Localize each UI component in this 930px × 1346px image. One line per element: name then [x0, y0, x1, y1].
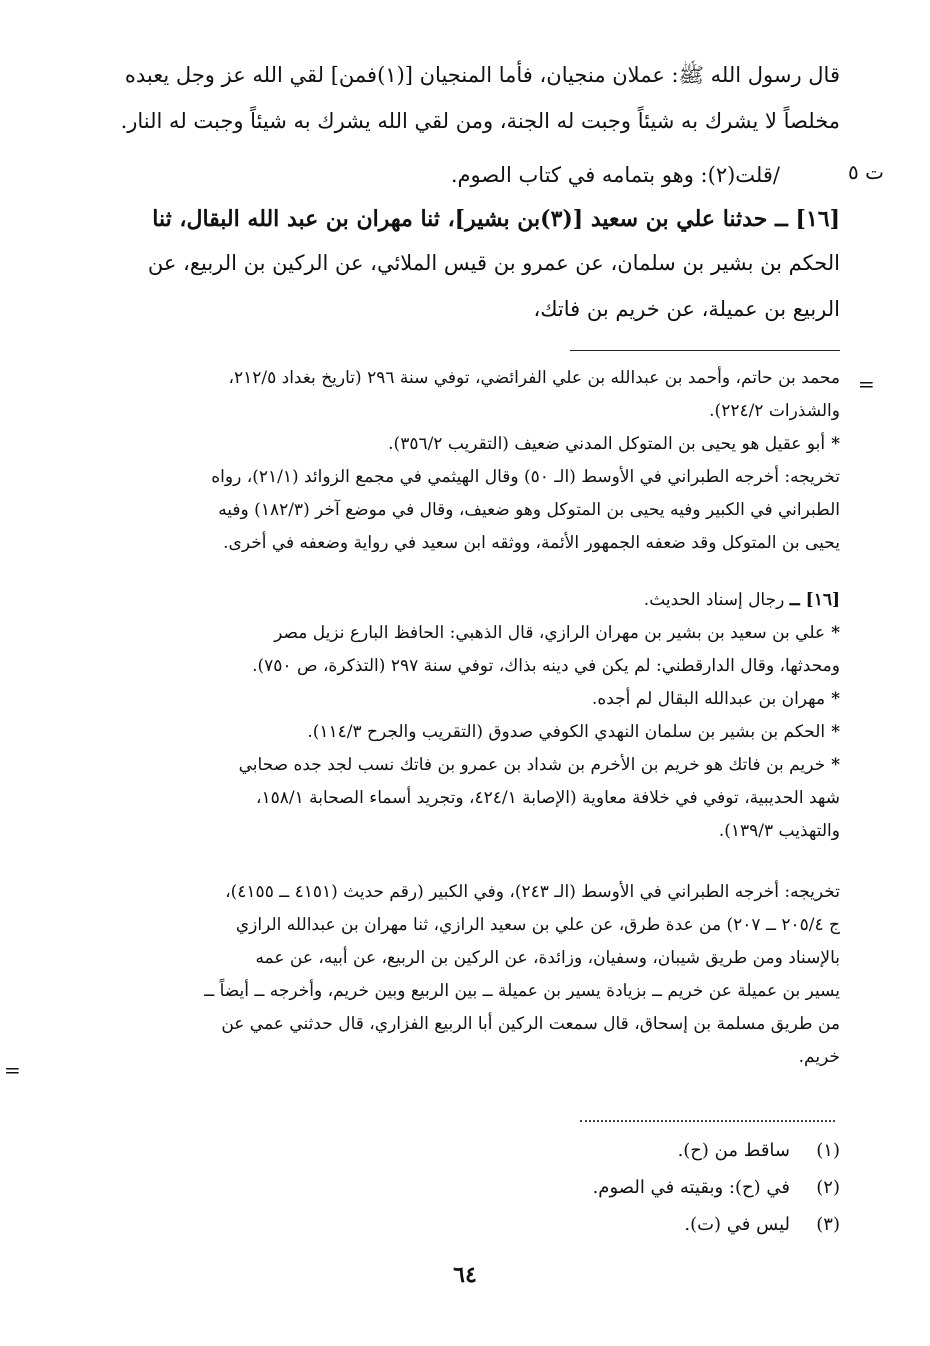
fn16-b3: *الحكم بن بشير بن سلمان النهدي الكوفي صدوق (التقريب والجرح ١١٤/٣).: [307, 722, 840, 742]
takhrij-line-1: تخريجه: أخرجه الطبراني في الأوسط (الـ ٢٤٣)، وفي الكبير (رقم حديث (٤١٥١ ــ ٤١٥٥)،: [225, 882, 840, 902]
hadith-16: [40, 196, 840, 242]
hadith-16-cont: [40, 240, 840, 332]
takhrij-line-5: من طريق مسلمة بن إسحاق، قال سمعت الركين أبا الربيع الفزاري، قال حدثني عمي عن: [221, 1014, 840, 1034]
margin-marker: ت ٥: [848, 160, 884, 184]
footnote-separator: [570, 350, 840, 351]
margin-equals-2: =: [4, 1058, 21, 1082]
main-line-3: /قلت(٢): وهو بتمامه في كتاب الصوم.: [450, 163, 780, 187]
footnotes-previous: [80, 362, 840, 560]
note-2-text: في (ح): وبقيته في الصوم.: [592, 1177, 790, 1198]
note-2: [440, 1169, 840, 1206]
main-line-2: مخلصاً لا يشرك به شيئاً وجبت له الجنة، ومن لقي الله يشرك به شيئاً وجبت له النار.: [120, 109, 840, 133]
takhrij-line-4: يسير بن عميلة عن خريم ــ بزيادة يسير بن عميلة ــ بين الربيع وبين خريم، وأخرجه ــ أيضاً ــ: [204, 981, 840, 1001]
fn16-b4b: شهد الحديبية، توفي في خلافة معاوية (الإصابة ٤٢٤/١، وتجريد أسماء الصحابة ١٥٨/١،: [256, 788, 840, 808]
main-text-qult: [80, 152, 780, 198]
main-text-top: [40, 52, 840, 144]
fn-prev-line-6: يحيى بن المتوكل وقد ضعفه الجمهور الأئمة، ووثقه ابن سعيد في رواية وضعفه في أخرى.: [223, 533, 840, 553]
main-line-6: الربيع بن عميلة، عن خريم بن فاتك،: [533, 297, 840, 321]
note-1-number: (١): [816, 1140, 840, 1161]
margin-equals-1: =: [858, 372, 875, 396]
takhrij-line-3: بالإسناد ومن طريق شيبان، وسفيان، وزائدة، عن الركين بن الربيع، عن أبيه، عن عمه: [255, 948, 840, 968]
fn-prev-line-3: *أبو عقيل هو يحيى بن المتوكل المدني ضعيف (التقريب ٣٥٦/٢).: [388, 434, 840, 454]
fn16-b4a: *خريم بن فاتك هو خريم بن الأخرم بن شداد بن عمرو بن فاتك نسب لجد جده صحابي: [238, 755, 840, 775]
note-2-number: (٢): [816, 1177, 840, 1198]
note-3: [440, 1206, 840, 1243]
fn-prev-line-1: محمد بن حاتم، وأحمد بن عبدالله بن علي الفرائضي، توفي سنة ٢٩٦ (تاريخ بغداد ٢١٢/٥،: [228, 368, 840, 388]
fn16-b1a: *علي بن سعيد بن بشير بن مهران الرازي، قال الذهبي: الحافظ البارع نزيل مصر: [274, 623, 840, 643]
takhrij-line-6: خريم.: [798, 1047, 840, 1067]
note-3-text: ليس في (ت).: [684, 1214, 790, 1235]
fn16-b1b: ومحدثها، وقال الدارقطني: لم يكن في دينه بذاك، توفي سنة ٢٩٧ (التذكرة، ص ٧٥٠).: [252, 656, 840, 676]
fn-prev-line-2: والشذرات ٢٢٤/٢).: [709, 401, 840, 421]
bullet-mark: *: [831, 434, 840, 454]
note-1-text: ساقط من (ح).: [677, 1140, 790, 1161]
takhrij-line-2: ج ٢٠٥/٤ ــ ٢٠٧) من عدة طرق، عن علي بن سعيد الرازي، ثنا مهران بن عبدالله الرازي: [235, 915, 840, 935]
note-3-number: (٣): [816, 1214, 840, 1235]
fn-prev-line-5: الطبراني في الكبير وفيه يحيى بن المتوكل وهو ضعيف، وقال في موضع آخر (١٨٢/٣) وفيه: [218, 500, 840, 520]
footnotes-16-body: [80, 617, 840, 848]
note-1: [440, 1132, 840, 1169]
fn-prev-line-4: تخريجه: أخرجه الطبراني في الأوسط (الـ ٥٠) وقال الهيثمي في مجمع الزوائد (٢١/١)، رواه: [211, 467, 840, 487]
main-line-5: الحكم بن بشير بن سلمان، عن عمرو بن قيس الملائي، عن الركين بن الربيع، عن: [147, 251, 840, 275]
fn16-b2: *مهران بن عبدالله البقال لم أجده.: [591, 689, 840, 709]
main-line-4: [١٦] ــ حدثنا علي بن سعيد [(٣)بن بشير]، ثنا مهران بن عبد الله البقال، ثنا: [152, 206, 840, 232]
notes-separator: [580, 1120, 835, 1122]
takhrij-16: [80, 876, 840, 1074]
footnotes-16: [40, 584, 840, 617]
page-number: ٦٤: [453, 1262, 477, 1288]
main-line-1: قال رسول الله ﷺ: عملان منجيان، فأما المنجيان [(١)فمن] لقي الله عز وجل يعبده: [124, 63, 840, 87]
fn16-heading: [١٦] ــ رجال إسناد الحديث.: [643, 590, 840, 610]
fn16-b4c: والتهذيب ١٣٩/٣).: [718, 821, 840, 841]
apparatus-notes: [440, 1132, 840, 1243]
